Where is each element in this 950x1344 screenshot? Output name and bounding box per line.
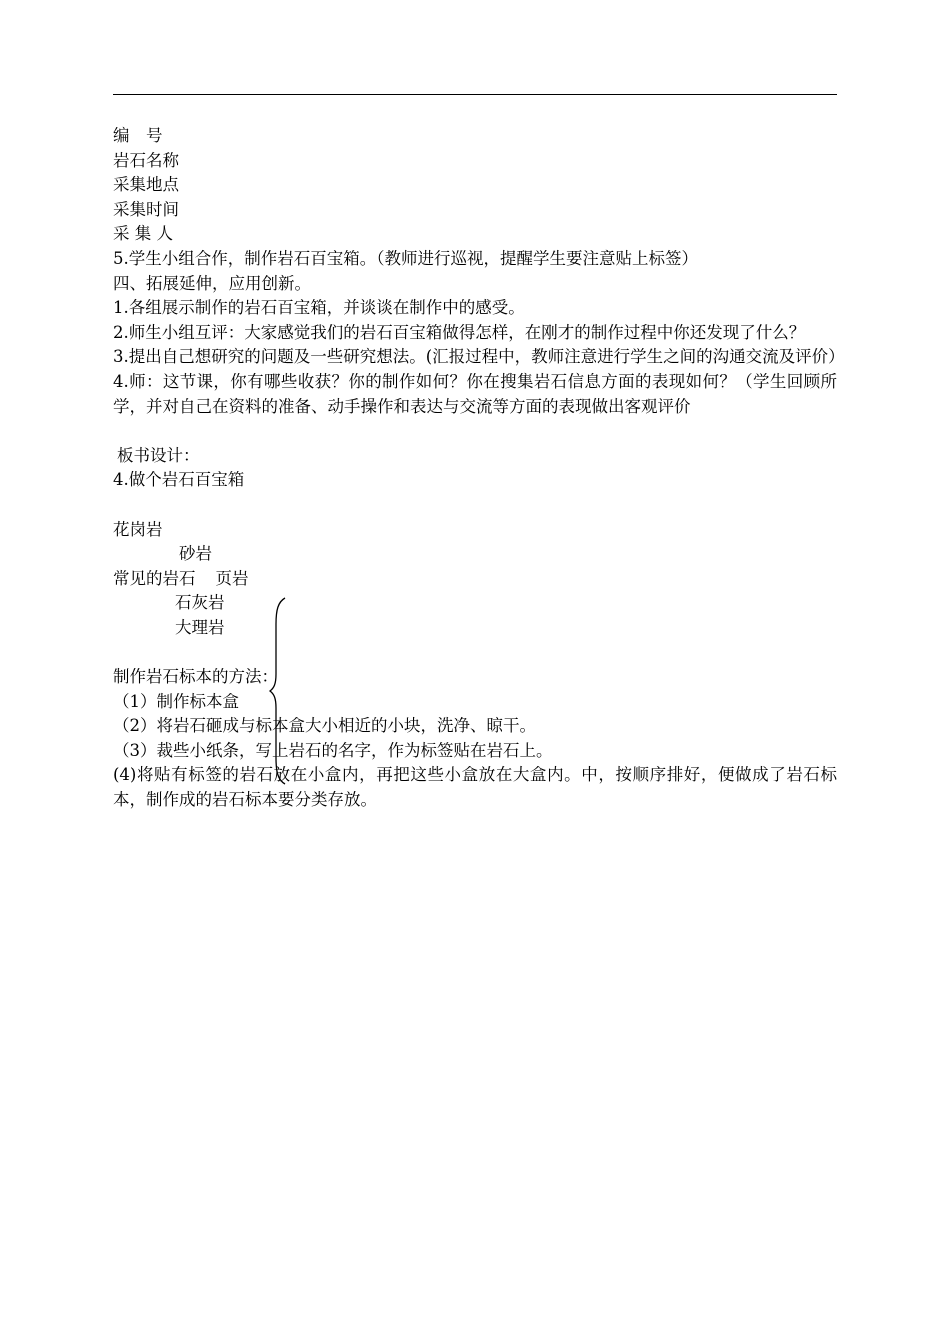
- method-2: （2）将岩石砸成与标本盒大小相近的小块，洗净、晾干。: [113, 716, 536, 736]
- method-1: （1）制作标本盒: [113, 691, 239, 711]
- spacer: [113, 493, 837, 518]
- rock-common-label: 常见的岩石: [113, 568, 196, 588]
- method-heading: 制作岩石标本的方法：: [113, 667, 278, 687]
- item-3: 3.提出自己想研究的问题及一些研究想法。(汇报过程中，教师注意进行学生之间的沟通交流及评价）: [113, 347, 845, 367]
- label-number: 编 号: [113, 126, 163, 145]
- method-3: （3）裁些小纸条，写上岩石的名字，作为标签贴在岩石上。: [113, 740, 553, 760]
- rock-limestone: 石灰岩: [175, 593, 225, 613]
- board-heading: 板书设计：: [117, 445, 200, 465]
- label-collect-time: 采集时间: [113, 199, 179, 219]
- section-4-heading: 四、拓展延伸，应用创新。: [113, 273, 311, 293]
- rock-sandstone: 砂岩: [179, 544, 212, 564]
- label-rock-name: 岩石名称: [113, 150, 179, 170]
- document-body: [113, 124, 845, 813]
- item-1: 1.各组展示制作的岩石百宝箱，并谈谈在制作中的感受。: [113, 298, 525, 318]
- rock-shale: 页岩: [215, 568, 249, 588]
- item-4: 4.师：这节课，你有哪些收获？你的制作如何？你在搜集岩石信息方面的表现如何？（学生回顾所学，并对自己在资料的准备、动手操作和表达与交流等方面的表现做出客观评价: [113, 371, 837, 416]
- rock-common-row: [113, 567, 837, 592]
- curly-brace: [268, 596, 292, 786]
- board-title: 4.做个岩石百宝箱: [113, 470, 245, 490]
- label-collect-place: 采集地点: [113, 175, 179, 195]
- spacer: [113, 640, 837, 665]
- spacer: [113, 419, 837, 444]
- label-collector: 采 集 人: [113, 224, 173, 244]
- step-5: 5.学生小组合作，制作岩石百宝箱。（教师进行巡视，提醒学生要注意贴上标签）: [113, 248, 698, 268]
- header-rule: [113, 94, 837, 95]
- rock-granite: 花岗岩: [113, 519, 163, 539]
- rock-marble: 大理岩: [175, 617, 225, 637]
- item-2: 2.师生小组互评：大家感觉我们的岩石百宝箱做得怎样，在刚才的制作过程中你还发现了什么？: [113, 322, 806, 342]
- method-4: (4)将贴有标签的岩石放在小盒内，再把这些小盒放在大盒内。中，按顺序排好，便做成了岩石标本，制作成的岩石标本要分类存放。: [113, 765, 837, 810]
